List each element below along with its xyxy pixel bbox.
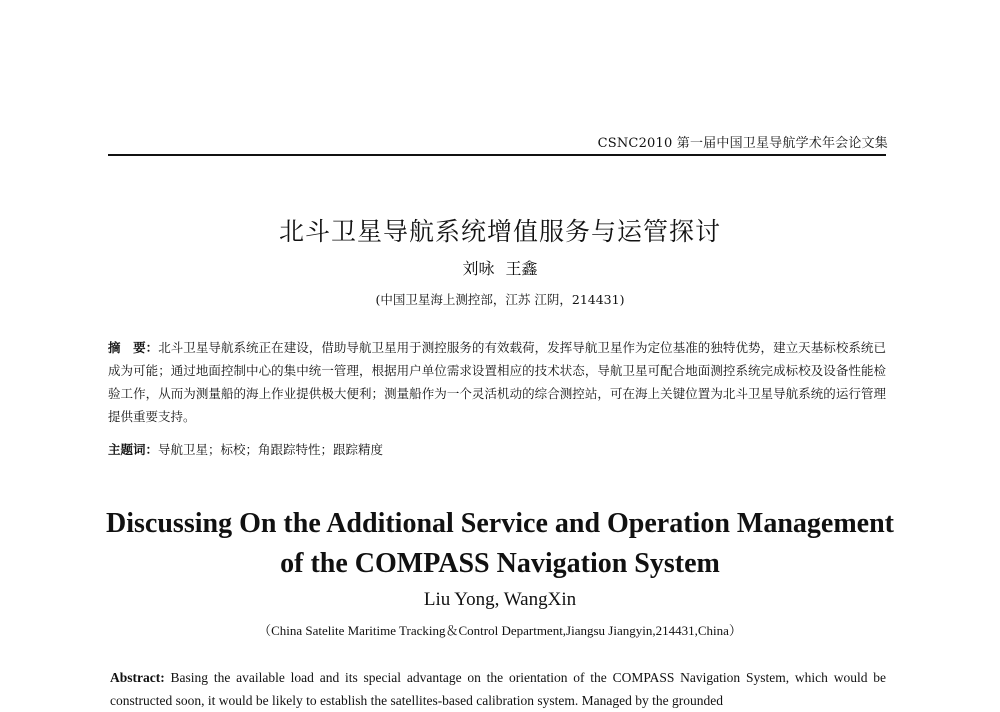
chinese-abstract-label: 摘 要： bbox=[108, 340, 159, 355]
chinese-keywords bbox=[108, 440, 886, 458]
english-abstract-text: Basing the available load and its special advantage on the orientation of the COMPASS Navigation System, which would be constructed soon, it would be likely to establish the satellites-based calibration system. Managed by the grounded bbox=[110, 670, 886, 708]
english-authors: Liu Yong, WangXin bbox=[423, 589, 577, 610]
english-title-line-1: Discussing On the Additional Service and Operation Management bbox=[106, 508, 894, 539]
english-title-line-2: of the COMPASS Navigation System bbox=[280, 548, 720, 579]
english-abstract-label: Abstract: bbox=[110, 670, 165, 685]
chinese-title: 北斗卫星导航系统增值服务与运管探讨 bbox=[278, 217, 721, 246]
chinese-affiliation: (中国卫星海上测控部，江苏 江阴，214431) bbox=[375, 292, 625, 307]
english-abstract bbox=[110, 666, 886, 712]
english-affiliation: （China Satelite Maritime Tracking＆Control Department,Jiangsu Jiangyin,214431,China） bbox=[258, 623, 742, 638]
header-rule bbox=[108, 154, 886, 156]
running-head: CSNC2010 第一届中国卫星导航学术年会论文集 bbox=[597, 136, 888, 151]
chinese-abstract bbox=[108, 336, 886, 428]
english-title bbox=[0, 504, 1000, 584]
chinese-keywords-text: 导航卫星；标校；角跟踪特性；跟踪精度 bbox=[158, 442, 384, 457]
chinese-abstract-text: 北斗卫星导航系统正在建设，借助导航卫星用于测控服务的有效载荷，发挥导航卫星作为定位基准的独特优势，建立天基标校系统已成为可能；通过地面控制中心的集中统一管理，根据用户单位需求设置相应的技术状态，导航卫星可配合地面测控系统完成标校及设备性能检验工作，从而为测量船的海上作业提供极大便利；测量船作为一个灵活机动的综合测控站，可在海上关键位置为北斗卫星导航系统的运行管理提供重要支持。 bbox=[108, 340, 886, 424]
chinese-authors: 刘咏 王鑫 bbox=[462, 259, 538, 278]
chinese-keywords-label: 主题词： bbox=[108, 442, 159, 457]
